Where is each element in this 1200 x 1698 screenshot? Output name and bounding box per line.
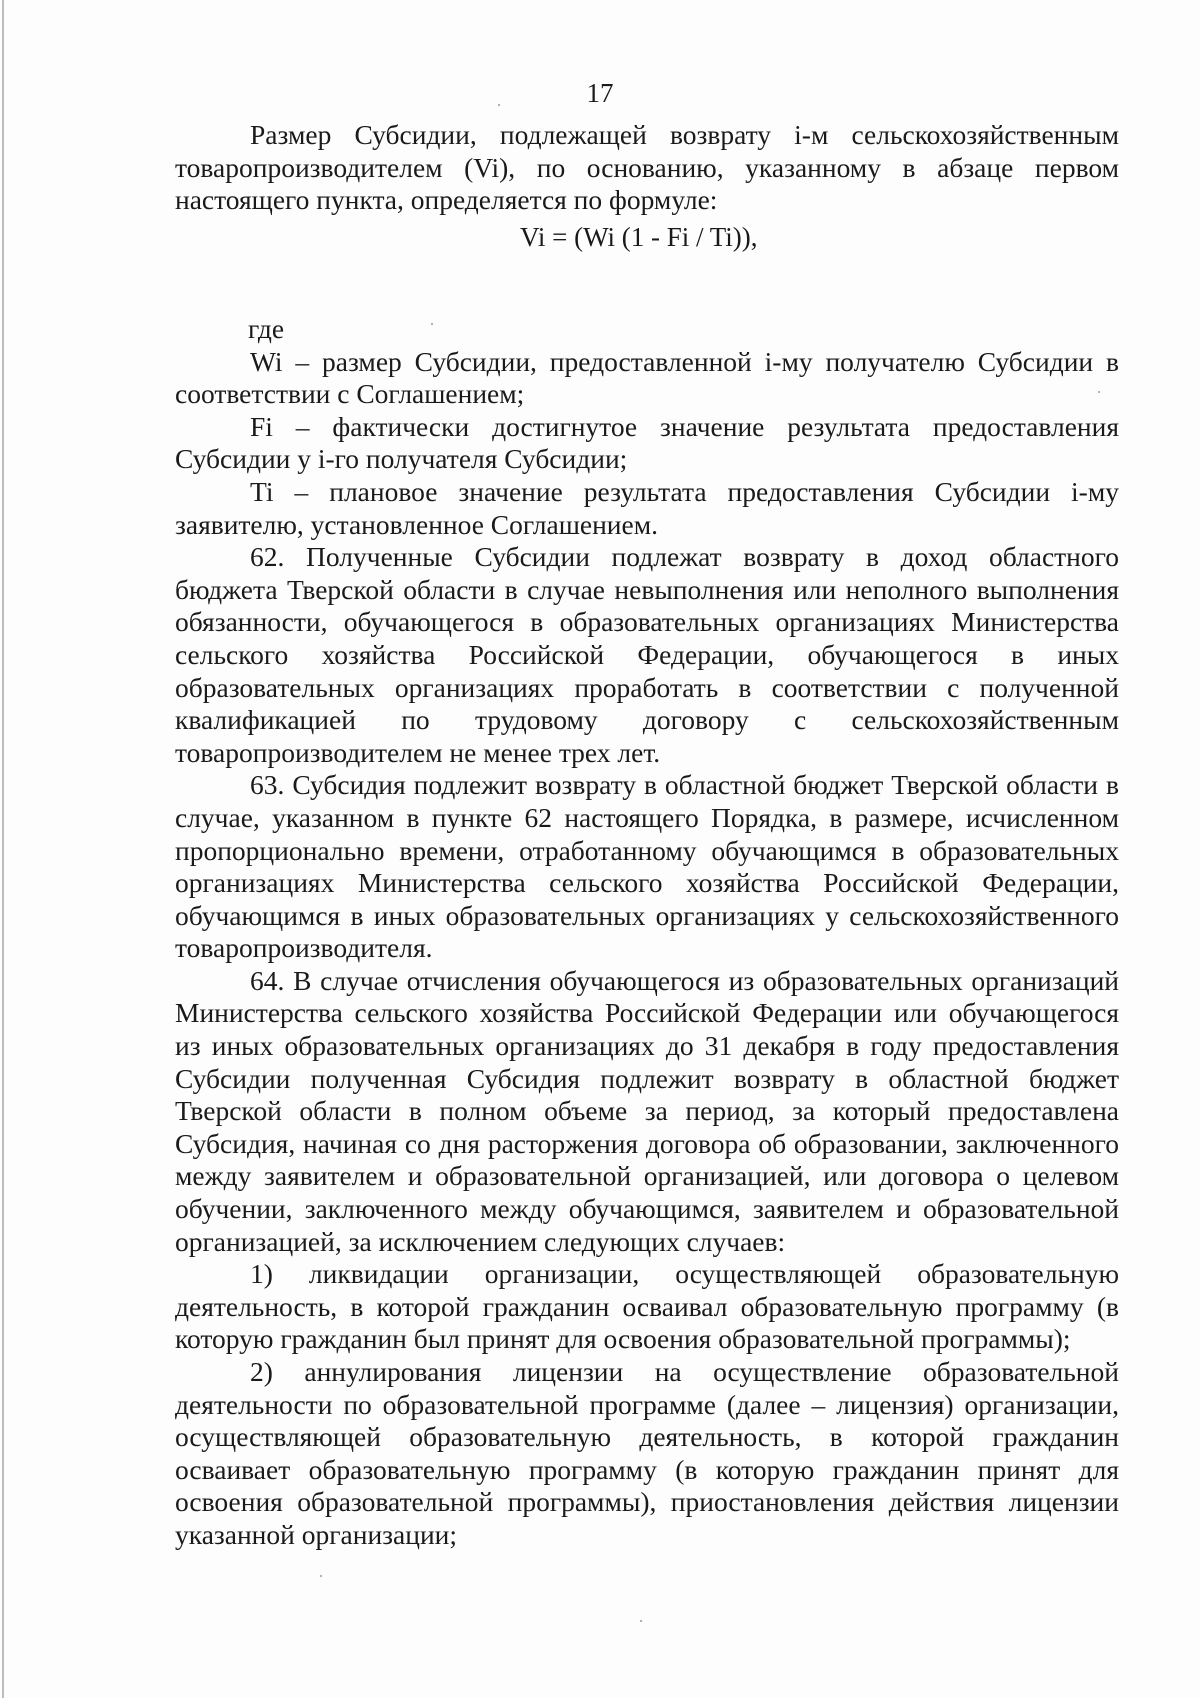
intro-block — [175, 119, 1119, 217]
scan-speck — [640, 1620, 642, 1622]
formula: Vi = (Wi (1 - Fi / Ti)), — [520, 222, 758, 252]
list-item-2: 2) аннулирования лицензии на осуществление образовательной деятельности по образовательной программе (далее – лицензия) организации, осуществляющей образовательную деятельность, в которой гражданин осваивает образовательную программу (в которую гражданин принят для освоения образовательной программы), приостановления действия лицензии указанной организации; — [175, 1356, 1119, 1550]
definition-ti: Ti – плановое значение результата предоставления Субсидии i-му заявителю, установленное Соглашением. — [175, 475, 1119, 540]
scan-edge — [2, 0, 4, 1698]
paragraph-64: 64. В случае отчисления обучающегося из образовательных организаций Министерства сельского хозяйства Российской Федерации или обучающегося из иных образовательных организациях до 31 декабря в году предоставления Субсидии полученная Субсидия подлежит возврату в областной бюджет Тверской области в полном объеме за период, за который предоставлена Субсидия, начиная со дня расторжения договора об образовании, заключенного между заявителем и образовательной организацией, или договора о целевом обучении, заключенного между обучающимся, заявителем и образовательной организацией, за исключением следующих случаев: — [175, 964, 1119, 1257]
list-item-1: 1) ликвидации организации, осуществляющей образовательную деятельность, в которой гражданин осваивал образовательную программу (в которую гражданин был принят для освоения образовательной программы); — [175, 1258, 1119, 1355]
definition-fi: Fi – фактически достигнутое значение результата предоставления Субсидии у i-го получателя Субсидии; — [175, 410, 1119, 475]
scan-speck — [498, 104, 500, 106]
scan-speck — [320, 1575, 322, 1577]
scan-speck — [431, 323, 433, 325]
page-number: 17 — [586, 78, 614, 108]
main-text — [175, 313, 1119, 1552]
paragraph-63: 63. Субсидия подлежит возврату в областной бюджет Тверской области в случае, указанном в пункте 62 настоящего Порядка, в размере, исчисленном пропорционально времени, отработанному обучающимся в образовательных организациях Министерства сельского хозяйства Российской Федерации, обучающимся в иных образовательных организациях у сельскохозяйственного товаропроизводителя. — [175, 769, 1119, 964]
intro-paragraph: Размер Субсидии, подлежащей возврату i-м сельскохозяйственным товаропроизводителем (Vi), по основанию, указанному в абзаце первом настоящего пункта, определяется по формуле: — [175, 119, 1119, 216]
scan-speck — [1098, 391, 1100, 393]
where-label: где — [248, 313, 285, 344]
definition-wi: Wi – размер Субсидии, предоставленной i-му получателю Субсидии в соответствии с Соглашением; — [175, 345, 1119, 410]
paragraph-62: 62. Полученные Субсидии подлежат возврату в доход областного бюджета Тверской области в случае невыполнения или неполного выполнения обязанности, обучающегося в образовательных организациях Министерства сельского хозяйства Российской Федерации, обучающегося в иных образовательных организациях проработать в соответствии с полученной квалификацией по трудовому договору с сельскохозяйственным товаропроизводителем не менее трех лет. — [175, 541, 1119, 768]
